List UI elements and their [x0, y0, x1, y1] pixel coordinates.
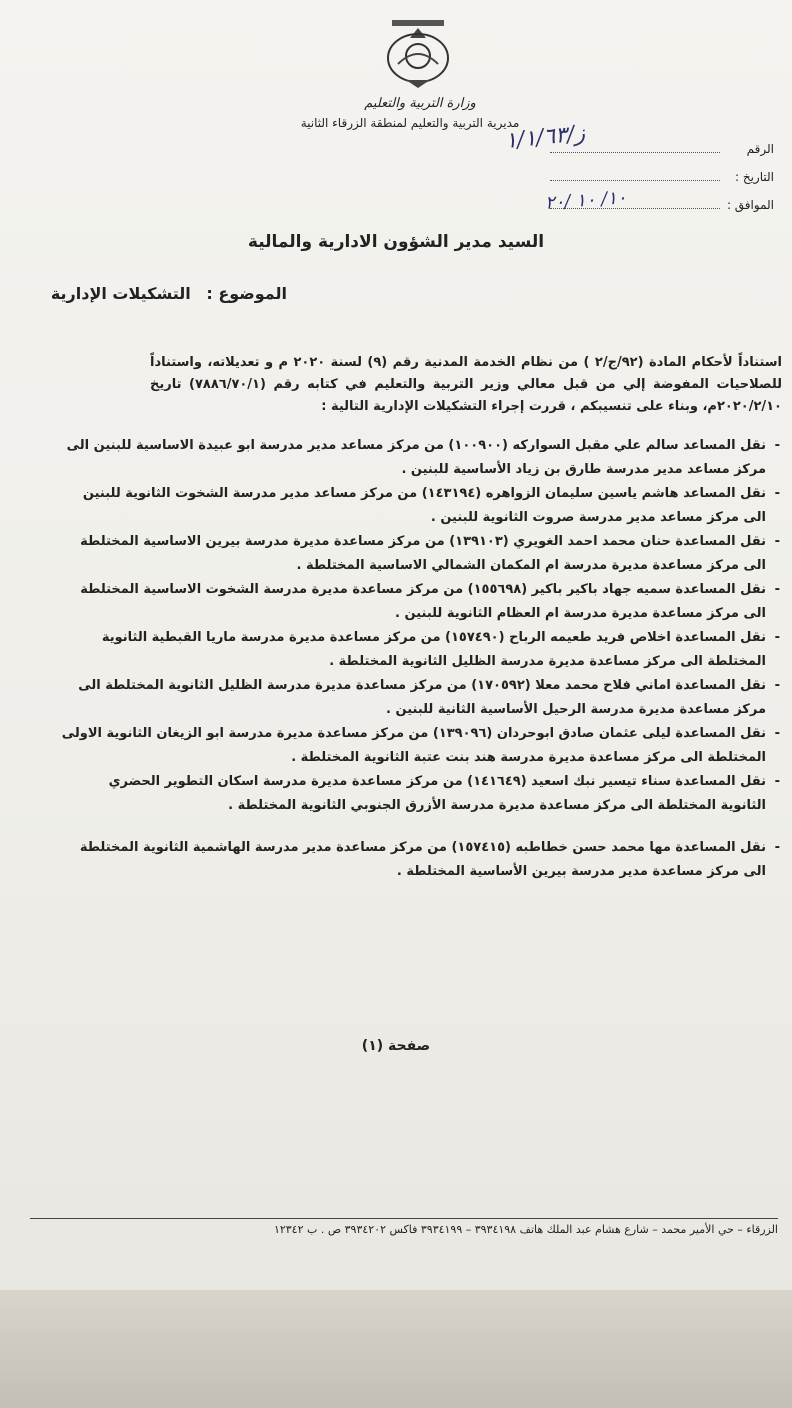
background-surface	[0, 1290, 792, 1408]
subject-line	[51, 284, 287, 303]
royal-crest-icon	[378, 14, 458, 92]
list-item: - نقل المساعدة سناء تيسير نبك اسعيد (١٤١٦٤٩) من مركز مساعدة مديرة مدرسة اسكان التطوير الحضري الثانوية المختلطة الى مركز مساعدة مديرة مدرسة الأزرق الجنوبي الثانوية المختلطة .	[60, 770, 780, 818]
transfer-list	[60, 434, 780, 884]
page-number: صفحة (١)	[361, 1038, 431, 1054]
list-item: - نقل المساعدة ليلى عثمان صادق ابوحردان (١٣٩٠٩٦) من مركز مساعدة مديرة مدرسة ابو الزيغان الثانوية الاولى المختلطة الى مركز مساعدة مديرة مدرسة هند بنت عتبة الثانوية المختلطة .	[60, 722, 780, 770]
list-item: - نقل المساعد سالم علي مقبل السوارکه (١٠٠٩٠٠) من مركز مساعد مدير مدرسة ابو عبيدة الاساسية للبنين الى مركز مساعد مدير مدرسة طارق بن زياد الأساسية للبنين .	[60, 434, 780, 482]
reference-value: ز/١/١/٦٣	[503, 120, 587, 155]
reference-label: الرقم	[746, 142, 774, 156]
list-item: - نقل المساعدة مها محمد حسن خطاطبه (١٥٧٤١٥) من مركز مساعدة مدير مدرسة الهاشمية الثانوية المختلطة الى مركز مساعدة مدير مدرسة بيرين الأساسية المختلطة .	[60, 836, 780, 884]
list-item: - نقل المساعد هاشم ياسين سليمان الزواهره (١٤٣١٩٤) من مركز مساعد مدير مدرسة الشخوت الثانوية للبنين الى مركز مساعد مدير مدرسة صروت الثانوية للبنين .	[60, 482, 780, 530]
hijri-label: الموافق :	[726, 198, 774, 212]
hijri-value: ١٠/ ١٠ /٢٠	[544, 187, 628, 214]
list-item: - نقل المساعدة سميه جهاد باكير باكير (١٥٥٦٩٨) من مركز مساعدة مديرة مدرسة الشخوت الاساسية المختلطة الى مركز مساعدة مديرة مدرسة ام العظام الثانوية للبنين .	[60, 578, 780, 626]
addressee: السيد مدير الشؤون الادارية والمالية	[247, 232, 545, 252]
date-line	[494, 170, 774, 184]
date-dots	[550, 170, 720, 181]
list-item: - نقل المساعدة اخلاص فريد طعيمه الرباح (١٥٧٤٩٠) من مركز مساعدة مديرة مدرسة ماريا القبطية الثانوية المختلطة الى مركز مساعدة مديرة مدرسة الظليل الثانوية المختلطة .	[60, 626, 780, 674]
list-item: - نقل المساعدة حنان محمد احمد الغويري (١٣٩١٠٣) من مركز مساعدة مديرة مدرسة بيرين الاساسية المختلطة الى مركز مساعدة مديرة مدرسة ام المكمان الشمالي الاساسية المختلطة .	[60, 530, 780, 578]
list-item: - نقل المساعدة اماني فلاح محمد معلا (١٧٠٥٩٢) من مركز مساعدة مديرة مدرسة الظليل الثانوية المختلطة الى مركز مساعدة مديرة مدرسة الرحيل الأساسية الثانية للبنين .	[60, 674, 780, 722]
intro-paragraph: استناداً لأحكام المادة (٩٢/ج/٢ ) من نظام الخدمة المدنية رقم (٩) لسنة ٢٠٢٠ م و تعديلاته، واستناداً للصلاحيات المفوضة إلي من قبل معالي وزير التربية والتعليم في كتابه رقم (٧٨٨٦/٧٠/١) تاريخ ٢٠٢٠/٢/١٠م، وبناء على تنسيبكم ، قررت إجراء التشكيلات الإدارية التالية :	[150, 355, 783, 414]
date-label: التاريخ :	[734, 170, 774, 184]
ministry-name: وزارة التربية والتعليم	[364, 96, 476, 111]
directorate-name: مديرية التربية والتعليم لمنطقة الزرقاء الثانية	[300, 116, 520, 130]
hijri-line	[494, 198, 774, 212]
subject-value: التشكيلات الإدارية	[50, 284, 191, 303]
subject-label: الموضوع :	[206, 284, 287, 303]
address-footer: الزرقاء – حي الأمير محمد – شارع هشام عبد الملك هاتف ٣٩٣٤١٩٨ – ٣٩٣٤١٩٩ فاكس ٣٩٣٤٢٠٢ ص . ب ١٢٣٤٢	[30, 1218, 778, 1236]
